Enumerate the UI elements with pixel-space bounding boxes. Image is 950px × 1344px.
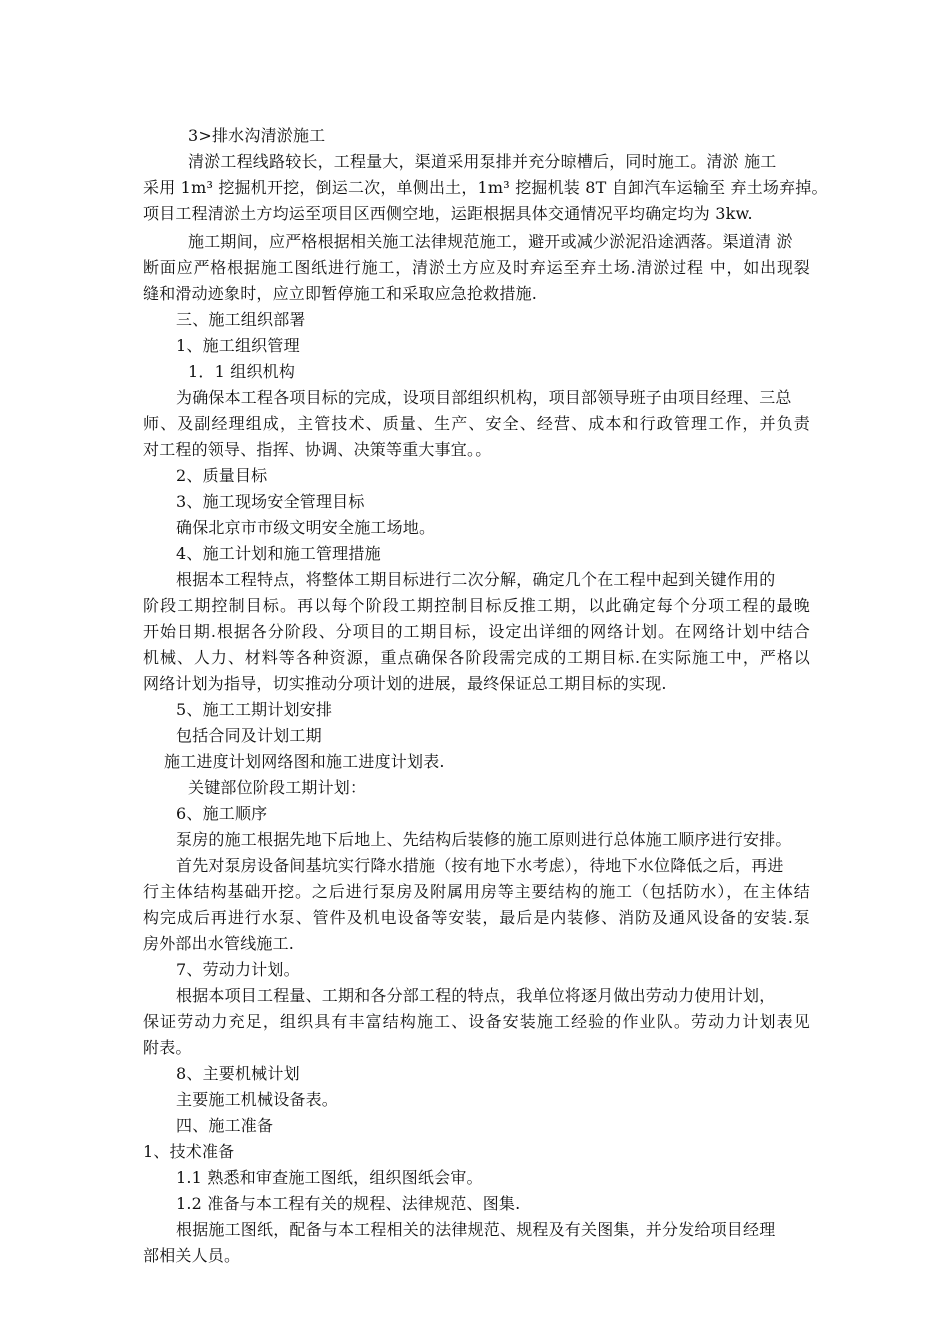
section-heading-preparation: 四、施工准备 bbox=[176, 1116, 274, 1135]
paragraph-line: 关键部位阶段工期计划： bbox=[188, 778, 367, 797]
paragraph-line: 开始日期.根据各分阶段、分项目的工期目标，设定出详细的网络计划。在网络计划中结合 bbox=[143, 622, 810, 641]
paragraph-line: 包括合同及计划工期 bbox=[176, 726, 322, 745]
paragraph-line: 根据本工程特点，将整体工期目标进行二次分解，确定几个在工程中起到关键作用的 bbox=[176, 570, 776, 589]
paragraph-line: 机械、人力、材料等各种资源，重点确保各阶段需完成的工期目标.在实际施工中，严格以 bbox=[143, 648, 810, 667]
paragraph-line: 附表。 bbox=[143, 1038, 192, 1057]
paragraph-line: 阶段工期控制目标。再以每个阶段工期控制目标反推工期，以此确定每个分项工程的最晚 bbox=[143, 596, 810, 615]
paragraph-line: 部相关人员。 bbox=[143, 1246, 241, 1265]
heading-technical-preparation: 1、技术准备 bbox=[143, 1142, 235, 1161]
paragraph-line: 保证劳动力充足，组织具有丰富结构施工、设备安装施工经验的作业队。劳动力计划表见 bbox=[143, 1012, 810, 1031]
paragraph-line: 根据本项目工程量、工期和各分部工程的特点，我单位将逐月做出劳动力使用计划， bbox=[176, 986, 776, 1005]
paragraph-line: 网络计划为指导，切实推动分项计划的进展，最终保证总工期目标的实现. bbox=[143, 674, 667, 693]
paragraph-line: 根据施工图纸，配备与本工程相关的法律规范、规程及有关图集，并分发给项目经理 bbox=[176, 1220, 776, 1239]
paragraph-line: 采用 1m³ 挖掘机开挖，倒运二次，单侧出土，1m³ 挖掘机装 8T 自卸汽车运输至 弃土场弃掉。 bbox=[143, 178, 828, 197]
paragraph-line: 项目工程清淤土方均运至项目区西侧空地，运距根据具体交通情况平均确定均为 3kw. bbox=[143, 204, 753, 223]
section-heading-organization: 三、施工组织部署 bbox=[176, 310, 306, 329]
paragraph-line: 施工进度计划网络图和施工进度计划表. bbox=[164, 752, 445, 771]
heading-construction-plan: 4、施工计划和施工管理措施 bbox=[176, 544, 381, 563]
heading-machinery-plan: 8、主要机械计划 bbox=[176, 1064, 300, 1083]
heading-organization-structure: 1．1 组织机构 bbox=[188, 362, 296, 381]
paragraph-line: 首先对泵房设备间基坑实行降水措施（按有地下水考虑），待地下水位降低之后，再进 bbox=[176, 856, 784, 875]
paragraph-line: 泵房的施工根据先地下后地上、先结构后装修的施工原则进行总体施工顺序进行安排。 bbox=[176, 830, 792, 849]
paragraph-line: 施工期间，应严格根据相关施工法律规范施工，避开或减少淤泥沿途洒落。渠道清 淤 bbox=[188, 232, 793, 251]
subsection-heading-drainage-dredging: 3>排水沟清淤施工 bbox=[188, 126, 326, 145]
paragraph-line: 行主体结构基础开挖。之后进行泵房及附属用房等主要结构的施工（包括防水），在主体结 bbox=[143, 882, 810, 901]
heading-construction-sequence: 6、施工顺序 bbox=[176, 804, 268, 823]
paragraph-line: 确保北京市市级文明安全施工场地。 bbox=[176, 518, 436, 537]
paragraph-line: 清淤工程线路较长，工程量大，渠道采用泵排并充分晾槽后，同时施工。清淤 施工 bbox=[188, 152, 777, 171]
paragraph-line: 房外部出水管线施工. bbox=[143, 934, 295, 953]
heading-organization-management: 1、施工组织管理 bbox=[176, 336, 300, 355]
paragraph-line: 对工程的领导、指挥、协调、决策等重大事宜。。 bbox=[143, 440, 492, 459]
paragraph-line: 断面应严格根据施工图纸进行施工，清淤土方应及时弃运至弃土场.清淤过程 中，如出现裂 bbox=[143, 258, 810, 277]
heading-schedule-arrangement: 5、施工工期计划安排 bbox=[176, 700, 333, 719]
heading-safety-target: 3、施工现场安全管理目标 bbox=[176, 492, 365, 511]
paragraph-line: 构完成后再进行水泵、管件及机电设备等安装，最后是内装修、消防及通风设备的安装.泵 bbox=[143, 908, 810, 927]
heading-quality-target: 2、质量目标 bbox=[176, 466, 268, 485]
paragraph-line: 缝和滑动迹象时，应立即暂停施工和采取应急抢救措施. bbox=[143, 284, 538, 303]
paragraph-line: 1.1 熟悉和审查施工图纸，组织图纸会审。 bbox=[176, 1168, 483, 1187]
heading-labor-plan: 7、劳动力计划。 bbox=[176, 960, 300, 979]
paragraph-line: 为确保本工程各项目标的完成，设项目部组织机构，项目部领导班子由项目经理、三总 bbox=[176, 388, 792, 407]
paragraph-line: 主要施工机械设备表。 bbox=[176, 1090, 339, 1109]
paragraph-line: 师、及副经理组成，主管技术、质量、生产、安全、经营、成本和行政管理工作，并负责 bbox=[143, 414, 810, 433]
paragraph-line: 1.2 准备与本工程有关的规程、法律规范、图集. bbox=[176, 1194, 521, 1213]
